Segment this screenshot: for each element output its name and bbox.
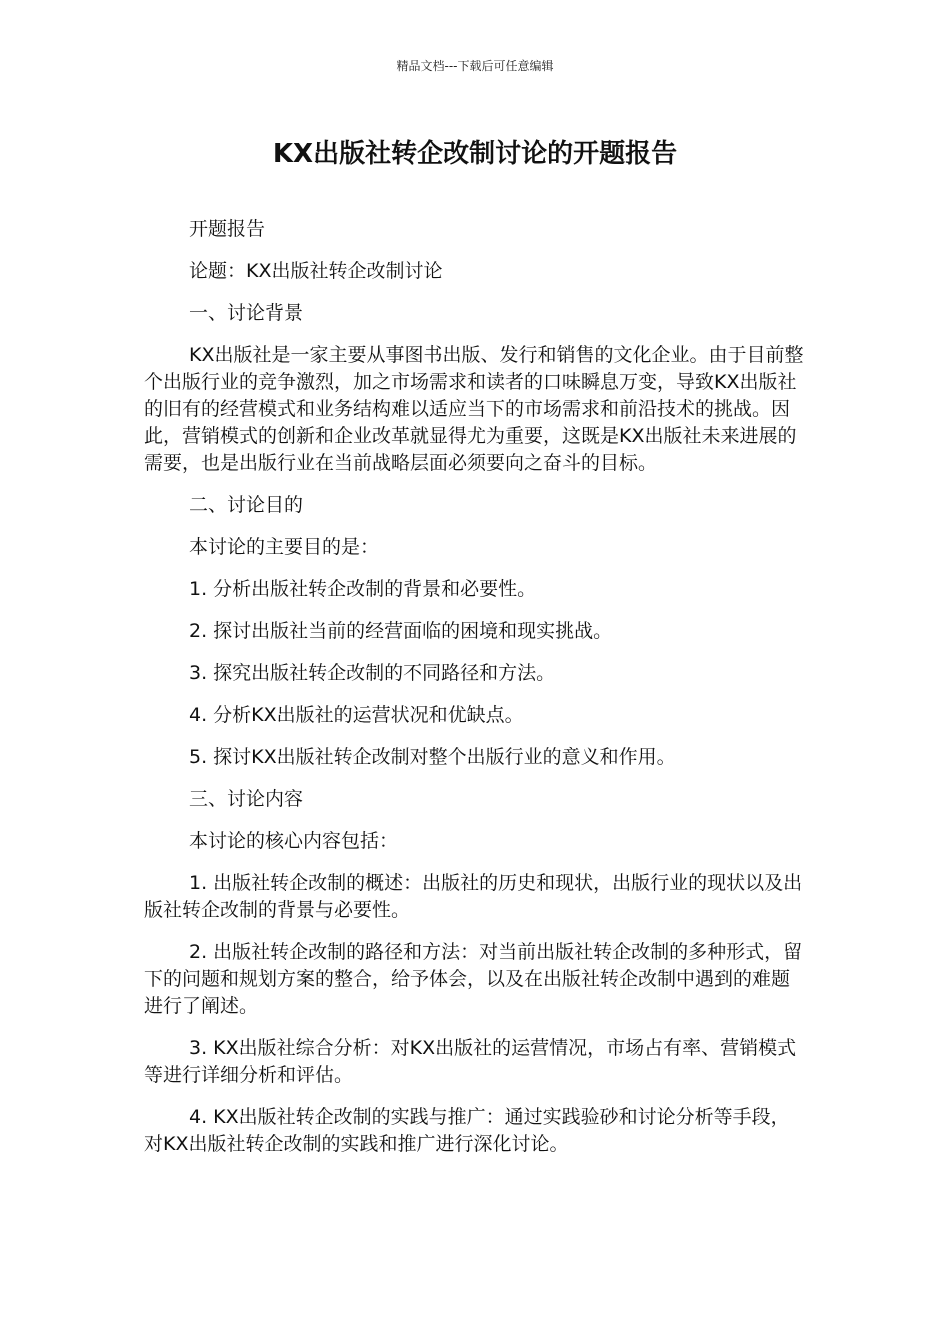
list-item: 2. 探讨出版社当前的经营面临的困境和现实挑战。: [189, 620, 613, 642]
list-item: 3. 探究出版社转企改制的不同路径和方法。: [189, 662, 556, 684]
list-item: 2. 出版社转企改制的路径和方法：对当前出版社转企改制的多种形式，留下的问题和规划方案的整合，给予体会，以及在出版社转企改制中遇到的难题进行了阐述。: [144, 941, 803, 1017]
list-item: 3. KX出版社综合分析：对KX出版社的运营情况，市场占有率、营销模式等进行详细分析和评估。: [144, 1037, 797, 1086]
paragraph-background: KX出版社是一家主要从事图书出版、发行和销售的文化企业。由于目前整个出版行业的竞争激烈，加之市场需求和读者的口味瞬息万变，导致KX出版社的旧有的经营模式和业务结构难以适应当下的市场需求和前沿技术的挑战。因此，营销模式的创新和企业改革就显得尤为重要，这既是KX出版社未来进展的需要，也是出版行业在当前战略层面必须要向之奋斗的目标。: [144, 344, 804, 474]
section-heading-background: 一、讨论背景: [189, 302, 304, 324]
list-item: 4. KX出版社转企改制的实践与推广：通过实践验砂和讨论分析等手段，对KX出版社转企改制的实践和推广进行深化讨论。: [144, 1106, 790, 1155]
header-note: 精品文档---下载后可任意编辑: [396, 59, 554, 73]
paragraph-topic: 论题：KX出版社转企改制讨论: [189, 260, 443, 282]
paragraph-purpose-intro: 本讨论的主要目的是：: [189, 536, 380, 558]
list-item: 1. 出版社转企改制的概述：出版社的历史和现状，出版行业的现状以及出版社转企改制的背景与必要性。: [144, 872, 803, 921]
list-item: 5. 探讨KX出版社转企改制对整个出版行业的意义和作用。: [189, 746, 676, 768]
paragraph-report-label: 开题报告: [189, 218, 266, 240]
section-heading-content: 三、讨论内容: [189, 788, 304, 810]
document-body: [144, 216, 808, 1173]
document-title: KX出版社转企改制讨论的开题报告: [272, 139, 678, 169]
section-heading-purpose: 二、讨论目的: [189, 494, 304, 516]
list-item: 4. 分析KX出版社的运营状况和优缺点。: [189, 704, 524, 726]
paragraph-content-intro: 本讨论的核心内容包括：: [189, 830, 399, 852]
list-item: 1. 分析出版社转企改制的背景和必要性。: [189, 578, 537, 600]
